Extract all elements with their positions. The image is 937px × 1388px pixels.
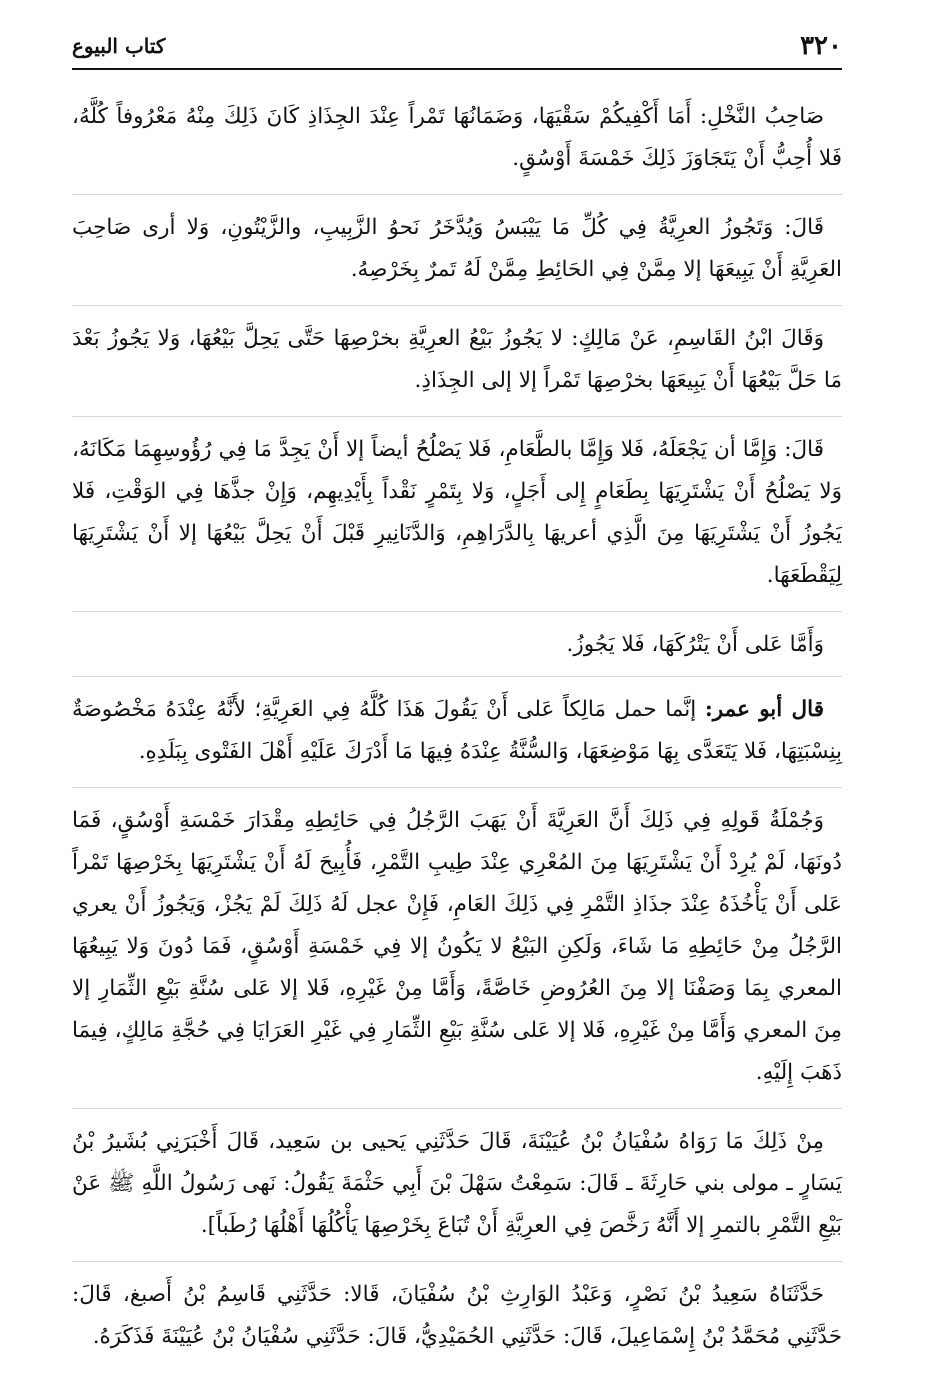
book-title: كتاب البيوع bbox=[72, 34, 166, 58]
running-header bbox=[72, 24, 842, 70]
paragraph-text: وَجُمْلَةُ قَولِهِ فِي ذَلِكَ أَنَّ العَرِيَّةَ أَنْ يَهَبَ الرَّجُلُ فِي حَائِطِهِ مِقْدَارَ خَمْسَةِ أَوْسُقٍ، فَمَا دُونَهَا، لَمْ يُرِدْ أَنْ يَشْتَرِيَهَا مِنَ المُعْرِي عِنْدَ طِيبِ التَّمْرِ، فَأُبِيحَ لَهُ أَنْ يَشْتَرِيَهَا بِخَرْصِهَا تَمْراً عَلى أَنْ يَأْخُذَهُ عِنْدَ جذَاذِ التَّمْرِ فِي ذَلِكَ العَامِ، فَإِنْ عجل لَهُ ذَلِكَ لَمْ يَجُزْ، وَيَجُوزُ أَنْ يعري الرَّجُلُ مِنْ حَائِطِهِ مَا شَاءَ، وَلَكِنِ البَيْعُ لا يَكُونُ إلا فِي خَمْسَةِ أَوْسُقٍ، فَمَا دُونَ وَلا يَبِيعُهَا المعري بِمَا وَصَفْنَا إلا مِنَ العُرُوضِ خَاصَّةً، وَأَمَّا مِنْ غَيْرِهِ، فَلا إلا عَلى سُنَّةِ بَيْعِ الثِّمَارِ إلا مِنَ المعري وَأَمَّا مِنْ غَيْرِهِ، فَلا إلا عَلى سُنَّةِ بَيْعِ الثِّمَارِ فِي غَيْرِ العَرَايَا فِي حُجَّةِ مَالِكٍ، فِيمَا ذَهَبَ إِلَيْهِ. bbox=[72, 808, 842, 1085]
page-number: ٣٢٠ bbox=[800, 31, 842, 61]
paragraph-text: وَقَالَ ابْنُ القَاسِمِ، عَنْ مَالِكٍ: لا يَجُوزُ بَيْعُ العرِيَّةِ بخرْصِهَا حَتَّى يَحِلَّ بَيْعُهَا، وَلا يَجُوزُ بَعْدَ مَا حَلَّ بَيْعُهَا أَنْ يَبِيعَهَا بخرْصِهَا تَمْراً إلا إلى الجِذَاذِ. bbox=[72, 326, 842, 393]
paragraph-text: إنَّما حمل مَالِكاً عَلى أَنْ يَقُولَ هَذَا كُلَّهُ فِي العَرِيَّةِ؛ لأَنَّهُ عِنْدَهُ مَخْصُوصَةٌ بِنِسْبَتِهَا، فَلا يَتَعَدَّى بِهَا مَوْضِعَهَا، وَالسُّنَّةُ عِنْدَهُ فِيهَا مَا أَدْرَكَ عَلَيْهِ أَهْلَ الفَتْوى بِبَلَدِهِ. bbox=[72, 697, 842, 764]
paragraph-divider bbox=[72, 194, 842, 195]
speaker-label: قال أبو عمر: bbox=[704, 697, 824, 722]
paragraph bbox=[72, 207, 842, 291]
paragraph-divider bbox=[72, 1261, 842, 1262]
paragraph bbox=[72, 624, 842, 666]
paragraph-divider bbox=[72, 416, 842, 417]
paragraph-divider bbox=[72, 787, 842, 788]
paragraph-text: حَدَّثَنَاهُ سَعِيدُ بْنُ نَصْرٍ، وَعَبْدُ الوَارِثِ بْنُ سُفْيَانَ، قَالا: حَدَّثَنِي قَاسِمُ بْنُ أَصبغ، قَالَ: حَدَّثَنِي مُحَمَّدُ بْنُ إِسْمَاعِيلَ، قَالَ: حَدَّثَنِي الحُمَيْدِيُّ، قَالَ: حَدَّثَنِي سُفْيَانُ بْنُ عُيَيْنَةَ فَذَكَرَهُ. bbox=[72, 1282, 842, 1349]
page-body bbox=[72, 96, 842, 1358]
paragraph-text: صَاحِبُ النَّخْلِ: أَمَا أَكْفِيكُمْ سَقْيَهَا، وَضَمَانُهَا تَمْراً عِنْدَ الجِذَاذِ كَانَ ذَلِكَ مِنْهُ مَعْرُوفاً كُلَّهُ، فَلا أُحِبُّ أَنْ يَتَجَاوَزَ ذَلِكَ خَمْسَةَ أَوْسُقٍ. bbox=[72, 104, 842, 171]
paragraph bbox=[72, 1121, 842, 1247]
paragraph-text: قَالَ: وَإِمَّا أن يَجْعَلَهُ، فَلا وَإِمَّا بالطَّعَامِ، فَلا يَصْلُحُ أيضاً إلا أَنْ يَجِدَّ مَا فِي رُؤُوسِهِمَا مَكَانَهُ، وَلا يَصْلُحُ أَنْ يَشْتَرِيَهَا بِطَعَامٍ إِلى أَجَلٍ، وَلا بِتَمْرٍ نَقْداً بِأَيْدِيهِم، وَإِنْ جذَّهَا فِي الوَقْتِ، فَلا يَجُوزُ أَنْ يَشْتَرِيَهَا مِنَ الَّذِي أعريهَا بِالدَّرَاهِمِ، وَالدَّنَانِيرِ قَبْلَ أَنْ يَحِلَّ بَيْعُهَا إلا أَنْ يَشْتَرِيَهَا لِيَقْطَعَهَا. bbox=[72, 437, 842, 588]
paragraph-divider bbox=[72, 611, 842, 612]
book-page bbox=[72, 24, 842, 1364]
paragraph-text: قَالَ: وَتَجُوزُ العرِيَّةُ فِي كُلِّ مَا يَيْبَسُ وَيُدَّخَرُ نَحوُ الزَّبِيبِ، والزَّيْتُونِ، وَلا أرى صَاحِبَ العَرِيَّةِ أَنْ يَبِيعَهَا إلا مِمَّنْ فِي الحَائِطِ مِمَّنْ لَهُ تَمرٌ بِخَرْصِهُ. bbox=[72, 215, 842, 282]
paragraph bbox=[72, 800, 842, 1094]
paragraph-text: مِنْ ذَلِكَ مَا رَوَاهُ سُفْيَانُ بْنُ عُيَيْنَةَ، قَالَ حَدَّثَنِي يَحيى بن سَعِيد، قَالَ أَخْبَرَنِي بُشَيرُ بْنُ يَسَارٍ ـ مولى بني حَارِثَةَ ـ قَالَ: سَمِعْتُ سَهْلَ بْنَ أَبِي حَثْمَةَ يَقُولُ: نَهى رَسُولُ اللَّهِ ﷺ عَنْ بَيْعِ التَّمْرِ بالتمرِ إلا أَنَّهُ رَخَّصَ فِي العرِيَّةِ أَنْ تُبَاعَ بِخَرْصِهَا يَأْكُلُهَا أَهْلُهَا رُطَباً]. bbox=[72, 1129, 842, 1238]
paragraph bbox=[72, 1274, 842, 1358]
paragraph-divider bbox=[72, 1108, 842, 1109]
paragraph-divider bbox=[72, 676, 842, 677]
paragraph bbox=[72, 689, 842, 773]
paragraph-text: وَأَمَّا عَلى أَنْ يَتْرُكَهَا، فَلا يَجُوزُ. bbox=[566, 632, 824, 657]
paragraph bbox=[72, 96, 842, 180]
paragraph-divider bbox=[72, 305, 842, 306]
paragraph bbox=[72, 429, 842, 597]
paragraph bbox=[72, 318, 842, 402]
